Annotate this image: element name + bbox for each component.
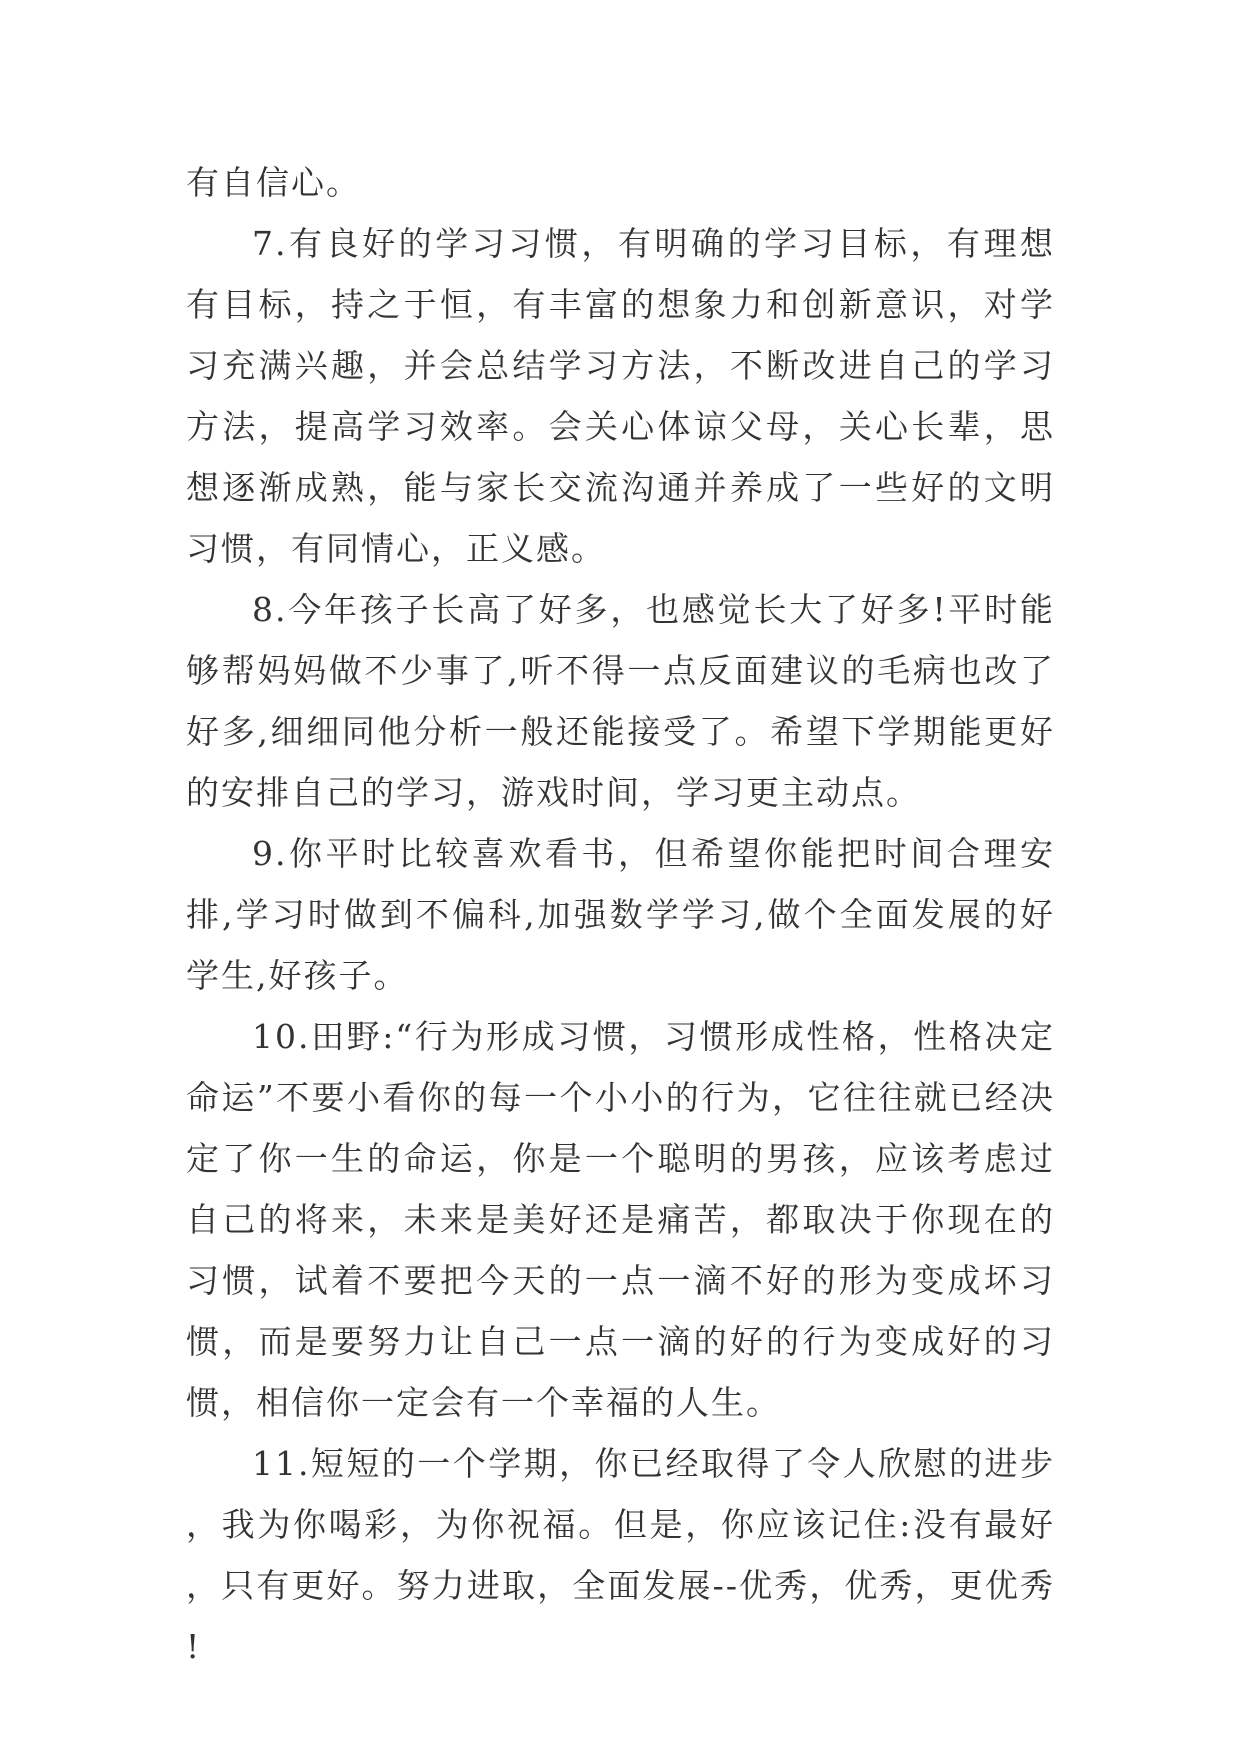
paragraph-continuation: 有自信心。 [186, 163, 361, 202]
paragraph-item-9: 9.你平时比较喜欢看书，但希望你能把时间合理安排,学习时做到不偏科,加强数学学习,做个全面发展的好学生,好孩子。 [186, 834, 1055, 995]
paragraph-item-7: 7.有良好的学习习惯，有明确的学习目标，有理想有目标，持之于恒，有丰富的想象力和创新意识，对学习充满兴趣，并会总结学习方法，不断改进自己的学习方法，提高学习效率。会关心体谅父母，关心长辈，思想逐渐成熟，能与家长交流沟通并养成了一些好的文明习惯，有同情心，正义感。 [186, 224, 1055, 568]
paragraph-item-10: 10.田野:“行为形成习惯，习惯形成性格，性格决定命运”不要小看你的每一个小小的行为，它往往就已经决定了你一生的命运，你是一个聪明的男孩，应该考虑过自己的将来，未来是美好还是痛苦，都取决于你现在的习惯，试着不要把今天的一点一滴不好的形为变成坏习惯，而是要努力让自己一点一滴的好的行为变成好的习惯，相信你一定会有一个幸福的人生。 [186, 1017, 1055, 1422]
paragraph-item-11: 11.短短的一个学期，你已经取得了令人欣慰的进步，我为你喝彩，为你祝福。但是，你应该记住:没有最好，只有更好。努力进取，全面发展--优秀，优秀，更优秀! [186, 1444, 1055, 1666]
document-body [186, 152, 1055, 1677]
paragraph-item-8: 8.今年孩子长高了好多，也感觉长大了好多!平时能够帮妈妈做不少事了,听不得一点反面建议的毛病也改了好多,细细同他分析一般还能接受了。希望下学期能更好的安排自己的学习，游戏时间，学习更主动点。 [186, 590, 1055, 812]
